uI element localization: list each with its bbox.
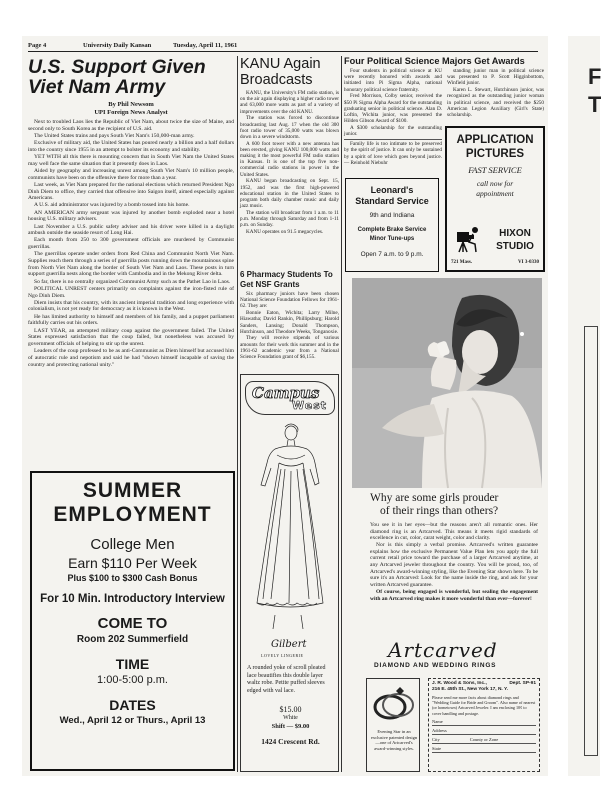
paragraph: Diem insists that his country, with its ancient imperial tradition and long experience with colonialism, is not yet ready for democracy as it is known in the West. <box>28 299 234 313</box>
viet-nam-headline: U.S. Support Given Viet Nam Army <box>28 56 206 98</box>
time-label: TIME <box>115 656 150 672</box>
leonards-standard-ad <box>345 178 439 272</box>
paragraph: The guerrillas operate under orders from Red China and Communist North Viet Nam. Supplies reach them through a series of guerrilla posts running down the mountainous spine from North Viet Nam along the border of South Viet Nam and Laos. These posts in turn support guerrilla nests along the border with Cambodia and in the Mekong River delta. <box>28 251 234 278</box>
call-now: call now for <box>476 179 514 188</box>
designer-signature: Gilbert <box>271 639 307 650</box>
coupon-field-name[interactable] <box>432 719 536 726</box>
paragraph: Exclusive of military aid, the United States has poured nearly a billion and a half dollars into the country since 1955 in an attempt to bolster its economy and stability. <box>28 140 234 153</box>
paragraph: A U.S. aid administrator was injured by a bomb tossed into his home. <box>34 202 190 209</box>
leonards-address: 9th and Indiana <box>369 212 415 219</box>
artcarved-brand-sub: DIAMOND AND WEDDING RINGS <box>374 662 497 669</box>
time-range: 1:00-5:00 p.m. <box>97 674 168 686</box>
byline-title: UPI Foreign News Analyst <box>94 109 168 116</box>
coupon-field-city[interactable] <box>432 737 536 744</box>
paragraph: They will receive stipends of various amounts for their work this summer and in the 1961-62 academic year from a National Science Foundation grant of $6,155. <box>240 335 339 361</box>
coupon-company-name: J. R. Wood & Sons, Inc., <box>432 681 487 686</box>
paragraph: Karen L. Stewart, Hutchinson junior, was recognized as the outstanding junior woman in political science, and received the $250 American Legion Auxiliary (Girl's State) scholarship. <box>447 87 544 118</box>
column-rule <box>341 56 342 772</box>
coupon-field-state[interactable] <box>432 746 536 753</box>
cash-bonus: Plus $100 to $300 Cash Bonus <box>67 573 198 583</box>
paragraph: He has limited authority to himself and members of his family, and a puppet parliament faithfully carries out his orders. <box>28 313 234 327</box>
logo-west: West <box>292 399 328 412</box>
campus-west-ad <box>240 374 339 772</box>
shift-price: Shift — $9.00 <box>271 723 310 730</box>
nsf-body <box>240 291 339 360</box>
paragraph: YET WITH all this there is mounting concern that in South Viet Nam the United States may well face the same situation that it presently does in Laos. <box>28 154 234 167</box>
column-rule <box>237 56 238 772</box>
hixon-name: HIXON <box>499 228 531 239</box>
field-label: Name <box>432 718 443 724</box>
fast-service: FAST SERVICE <box>468 165 522 175</box>
field-label: Address <box>432 727 447 733</box>
artcarved-brand: Artcarved <box>388 638 498 662</box>
application-title: APPLICATION <box>456 134 534 146</box>
nsf-article <box>240 270 339 372</box>
mail-coupon[interactable] <box>428 678 540 772</box>
field-label: County or Zone <box>469 736 499 742</box>
employment-title: EMPLOYMENT <box>53 503 212 526</box>
field-label: State <box>432 745 441 751</box>
paragraph: A 600 foot tower with a new antenna has been erected, giving KANU 100,000 watts and making it the most powerful FM radio station in Kansas. It is one of the top five non-commercial radio stations in power in the United States. <box>240 140 339 178</box>
viet-nam-article <box>28 58 234 468</box>
paragraph: KANU operates on 91.5 megacycles. <box>246 228 324 235</box>
paragraph: KANU, the University's FM radio station, is on the air again displaying a higher radio tower and 63,000 more watts as part of a variety of improvements over the old KANU. <box>240 90 339 115</box>
paragraph: Leaders of the coup professed to be as anti-Communist as Diem himself but accused him of autocratic rule and nepotism and said he had "shown himself incapable of saving the country and protecting national unity." <box>28 348 234 368</box>
room-location: Room 202 Summerfield <box>76 634 189 645</box>
folio-line <box>28 40 538 52</box>
paragraph: Each month from 250 to 300 government officials are murdered by Communist guerrillas. <box>28 237 234 251</box>
quote: Family life is too intimate to be preserved by the spirit of justice. It can only be sustained by a spirit of love which goes beyond justice. — Reinhold Niebuhr <box>344 141 442 166</box>
dates-label: DATES <box>109 697 156 713</box>
studio-name: STUDIO <box>496 241 534 252</box>
photo-image <box>352 278 542 488</box>
artcarved-body <box>370 522 538 603</box>
leonards-name: Leonard's Standard Service <box>355 185 429 206</box>
coupon-dept: Dept. SP-91 <box>509 681 536 686</box>
artcarved-headline-2: of their rings than others? <box>380 505 499 517</box>
issue-date: Tuesday, April 11, 1961 <box>173 42 238 49</box>
paragraph: Of course, being engaged is wonderful, but sealing the engagement with an Artcarved ring makes it more wonderful than ever—forever! <box>370 588 538 602</box>
store-address: 1424 Crescent Rd. <box>261 737 320 746</box>
page-number: Page 4 <box>28 42 47 49</box>
pictures-title: PICTURES <box>465 148 525 160</box>
kanu-headline: KANU Again Broadcasts <box>240 56 321 88</box>
ring-caption: Evening Star in an exclusive patented design —one of Artcarved's award-winning styles. <box>370 729 418 751</box>
artcarved-headline-1: Why are some girls prouder <box>370 492 499 504</box>
paragraph: Next to troubled Laos lies the Republic of Viet Nam, about twice the size of Maine, and second only to South Korea as the recipient of U.S. aid. <box>28 119 234 132</box>
hixon-phone: VI 3-0330 <box>518 260 539 265</box>
political-science-col-1 <box>344 68 442 167</box>
paragraph: Last November a U.S. public safety adviser and his driver were killed in a daylight ambush outside the seaside resort of Long Hai. <box>28 223 234 237</box>
paper-name: University Daily Kansan <box>83 42 152 49</box>
field-label: City <box>432 736 440 742</box>
interview-line: For 10 Min. Introductory Interview <box>40 593 225 605</box>
adjacent-page-edge <box>568 36 600 776</box>
camera-operator-icon <box>455 224 483 254</box>
paragraph: Fred Morrison, Colby senior, received the $50 Pi Sigma Alpha Award for the outstanding graduating senior in political science. Alan D. Loftin, Wichita junior, was presented the Hilden Gibson Award of $100. <box>344 93 442 125</box>
paragraph: LAST YEAR, an attempted military coup against the government failed. The United States expressed satisfaction that the coup failed, but nonetheless was accused by government officials of helping to stir up the unrest. <box>28 327 234 347</box>
hixon-address: 721 Mass. <box>451 260 473 265</box>
paragraph: Six pharmacy juniors have been chosen National Science Foundation Fellows for 1961-62. They are: <box>240 291 339 310</box>
kanu-article <box>240 56 339 268</box>
summer-title: SUMMER <box>82 479 183 502</box>
woman-telephone-photo <box>352 278 542 488</box>
artcarved-ad <box>352 490 544 772</box>
paragraph: You see it in her eyes—but the reasons aren't all romantic ones. Her diamond ring is an Artcarved. This means it meets rigid standards of excellence in cut, color, carat weight, color and clarity. <box>370 522 538 542</box>
paragraph: Last week, as Viet Nam prepared for the national elections which returned President Ngo Dinh Diem to office, they carried that offensive into Saigon itself, aimed especially against Americans. <box>28 181 234 202</box>
edge-letter-1: F <box>588 64 601 89</box>
earn-per-week: Earn $110 Per Week <box>68 555 197 571</box>
paragraph: KANU began broadcasting on Sept. 15, 1952, and was the first high-powered educational station in the United States to program both daily chamber music and daily jazz music. <box>240 178 339 210</box>
coupon-field-address[interactable] <box>432 728 536 735</box>
paragraph: The station was forced to discontinue broadcasting last Aug. 17 when the old 300 foot radio tower of 35,000 watts was blown down in a severe windstorm. <box>240 115 339 140</box>
ring-photo-box <box>366 678 420 772</box>
political-science-headline: Four Political Science Majors Get Awards <box>344 56 525 66</box>
political-science-col-2 <box>447 68 544 119</box>
hixon-studio-ad <box>445 126 545 272</box>
edge-letter-2: T <box>588 92 601 117</box>
paragraph: POLITICAL UNREST centers primarily on complaints against the iron-fisted rule of Ngo Dinh Diem. <box>28 285 234 299</box>
viet-nam-body <box>28 119 234 368</box>
byline-name: By Phil Newsom <box>108 101 154 108</box>
ring-icon <box>368 683 420 727</box>
paragraph: AN AMERICAN army sergeant was injured by another bomb exploded near a hotel housing U.S. military advisers. <box>28 209 234 223</box>
paragraph: The United States trains and pays South Viet Nam's 150,000-man army. <box>34 132 195 139</box>
paragraph: The station will broadcast from 1 a.m. to 11 p.m. Monday through Saturday and from 1-11 p.m. on Sunday. <box>240 209 339 229</box>
come-to-label: COME TO <box>97 615 168 632</box>
paragraph: Aided by geography and increasing unrest among South Viet Nam's 10 million people, communists have been on the offensive there for more than a year. <box>28 167 234 181</box>
signature-sub: LOVELY LINGERIE <box>261 653 304 658</box>
appointment: appointment <box>476 189 514 198</box>
tune-ups: Minor Tune-ups <box>369 236 415 242</box>
robe-price: $15.00 <box>279 705 302 714</box>
campus-west-logo <box>245 381 335 415</box>
college-men: College Men <box>90 536 175 553</box>
coupon-text: Please send me more facts about diamond rings and "Wedding Guide for Bride and Groom". Also name of nearest (or hometown) Artcarved Jeweler. I am enclosing 10¢ to cover handling and postage. <box>432 695 536 716</box>
paragraph: Bonnie Eaton, Wichita; Larry Milne, Hiawatha; David Rankin, Phillipsburg; Harold Sanders, Lansing; Donald Thompson, Hutchinson, and Theodore Weeks, Tonganoxie. <box>240 310 339 335</box>
dates-value: Wed., April 12 or Thurs., April 13 <box>59 715 206 726</box>
paragraph: So far, there is no centrally organized Communist Army such as the Pathet Lao in Laos. <box>34 278 231 285</box>
kanu-body <box>240 90 339 235</box>
nsf-headline: 6 Pharmacy Students To Get NSF Grants <box>240 270 333 289</box>
paragraph: Nor is this simply a verbal promise. Artcarved's written guarantee explains how the exclusive Permanent Value Plan lets you apply the full current retail price toward the purchase of a larger Artcarved anytime, at any Artcarved jeweler throughout the country. You will be proud, too, of Artcarved's award-winning styling, like the Evening Star shown here. To be sure it's an Artcarved: Look for the name inside the ring, and ask for your written Artcarved guarantee. <box>370 542 538 588</box>
edge-column-rule <box>584 326 598 756</box>
brake-service: Complete Brake Service <box>357 227 427 233</box>
robe-description: A rounded yoke of scroll pleated lace beautifies this double layer waltz robe. Petite puffed sleeves edged with val lace. <box>247 665 326 694</box>
paragraph: A $300 scholarship for the outstanding junior. <box>344 124 442 138</box>
coupon-address: 216 E. 45th St., New York 17, N. Y. <box>432 687 508 692</box>
logo-campus: Campus <box>252 384 320 402</box>
robe-color: White <box>283 715 298 721</box>
summer-employment-ad <box>30 471 235 771</box>
robe-illustration <box>245 419 335 634</box>
paragraph: standing junior man in political science was presented to P. Scott Higginbottom, Winfield junior. <box>447 68 544 87</box>
leonards-hours: Open 7 a.m. to 9 p.m. <box>360 251 424 258</box>
paragraph: Four students in political science at KU were recently honored with awards and initiated into Pi Sigma Alpha, national honorary political science fraternity. <box>344 68 442 93</box>
